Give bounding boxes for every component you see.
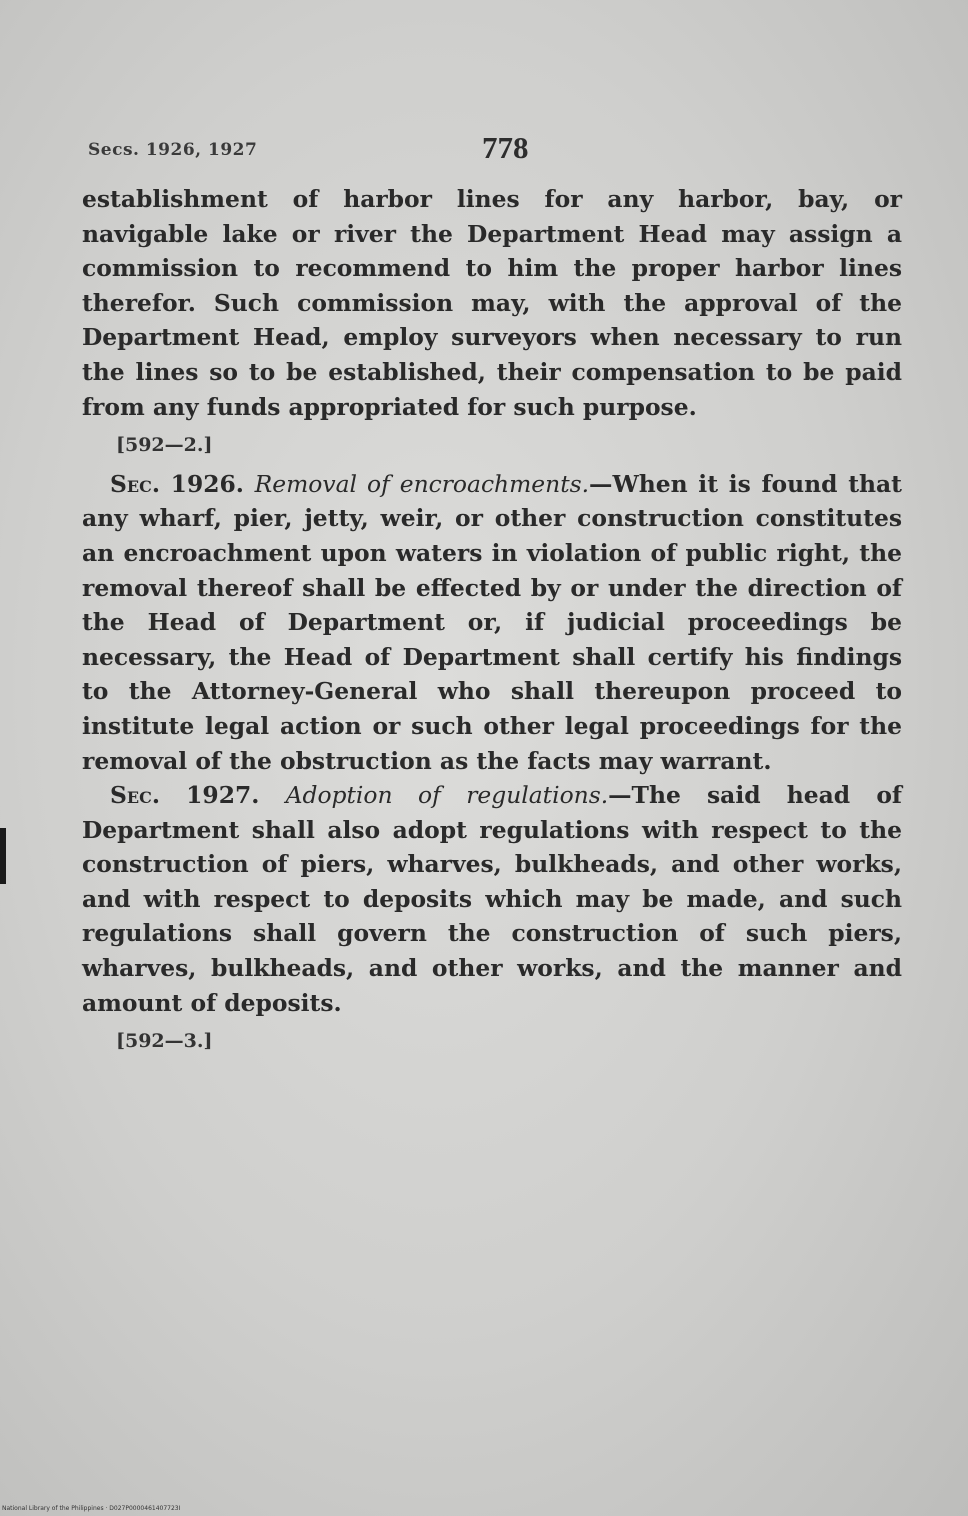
scan-source-footer: National Library of the Philippines · D027P0000461407723I xyxy=(2,1505,181,1512)
section-1927-paragraph xyxy=(82,778,902,1020)
running-head: Secs. 1926, 1927 xyxy=(88,140,258,160)
body-text xyxy=(82,182,902,1063)
section-1926-paragraph xyxy=(82,467,902,778)
page-number: 778 xyxy=(482,130,529,165)
section-number: Sec. 1926. xyxy=(110,469,244,498)
section-heading: Adoption of regulations. xyxy=(285,781,609,810)
continuation-paragraph: establishment of harbor lines for any harbor, bay, or navigable lake or river the Department Head may assign a commission to recommend to him the proper harbor lines therefor. Such commission may, with the approval of the Department Head, employ surveyors when necessary to run the lines so to be established, their compensation to be paid from any funds appropriated for such purpose. xyxy=(82,185,902,421)
section-text: —The said head of Department shall also adopt regulations with respect to the construction of piers, wharves, bulkheads, and other works, and with respect to deposits which may be made, and such regulations shall govern the construction of such piers, wharves, bulkheads, and other works, and the manner and amount of deposits. xyxy=(82,781,902,1017)
citation: [592—2.] xyxy=(116,434,213,457)
binding-edge-mark xyxy=(0,828,6,884)
citation: [592—3.] xyxy=(116,1030,213,1053)
page-header xyxy=(84,130,904,170)
section-heading: Removal of encroachments. xyxy=(254,469,590,498)
section-text: —When it is found that any wharf, pier, jetty, weir, or other construction constitutes an encroachment upon waters in violation of public right, the removal thereof shall be effected by or under the direction of the Head of Department or, if judicial proceedings be necessary, the Head of Department shall certify his findings to the Attorney-General who shall thereupon proceed to institute legal action or such other legal proceedings for the removal of the obstruction as the facts may warrant. xyxy=(82,469,902,775)
section-number: Sec. 1927. xyxy=(110,781,260,810)
